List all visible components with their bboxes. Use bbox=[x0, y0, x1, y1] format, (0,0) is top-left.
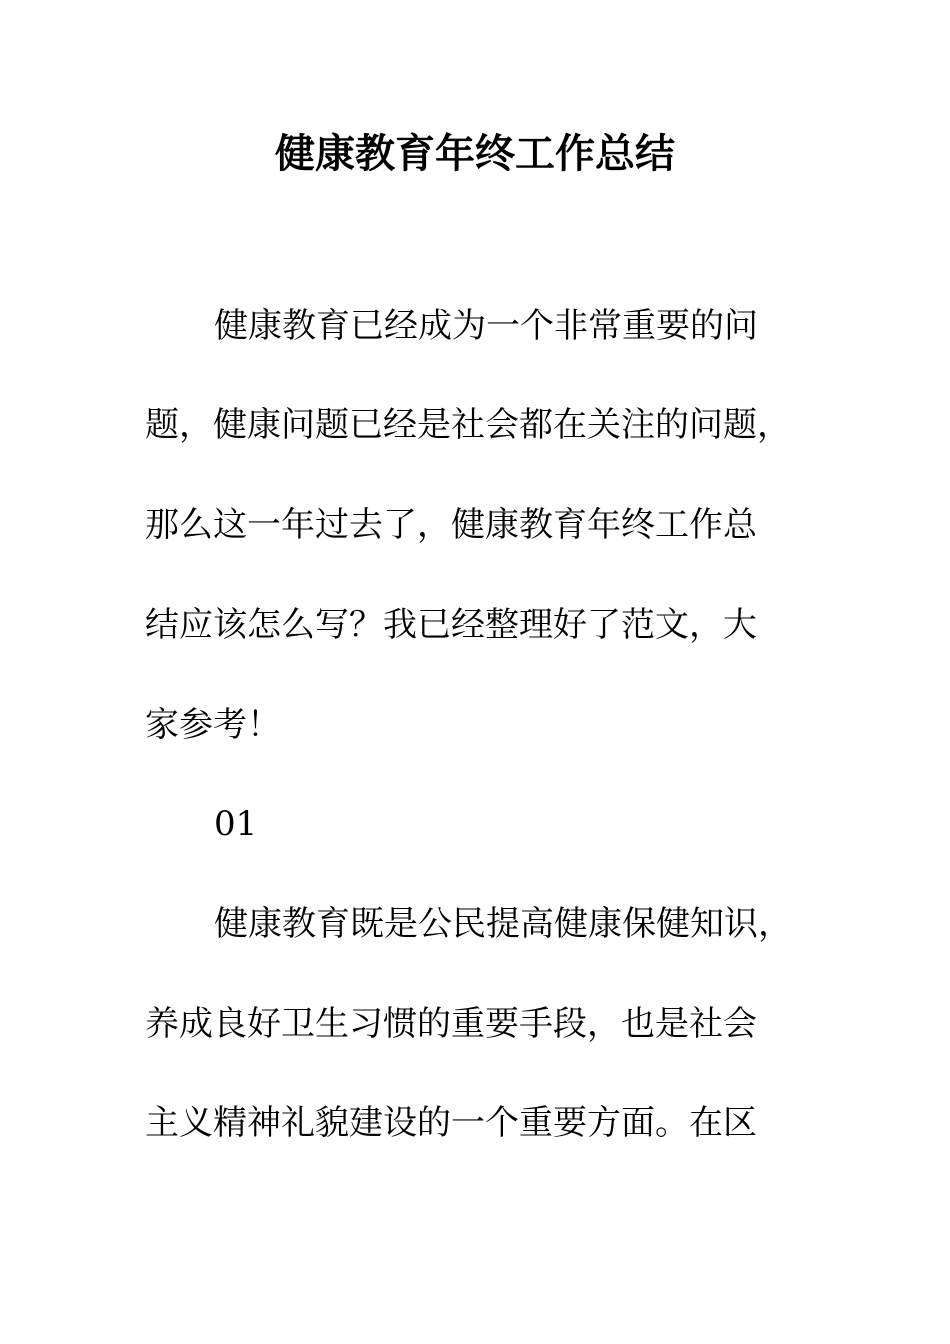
paragraph-line: 那么这一年过去了，健康教育年终工作总 bbox=[145, 505, 757, 545]
paragraph-line: 养成良好卫生习惯的重要手段，也是社会 bbox=[145, 1004, 757, 1044]
paragraph-line: 家参考！ bbox=[145, 705, 281, 745]
paragraph-line: 主义精神礼貌建设的一个重要方面。在区 bbox=[145, 1103, 757, 1143]
paragraph-line: 结应该怎么写？我已经整理好了范文，大 bbox=[145, 605, 757, 645]
paragraph-line: 健康教育既是公民提高健康保健知识， bbox=[214, 904, 792, 944]
section-number: 01 bbox=[214, 804, 258, 844]
paragraph-line: 健康教育已经成为一个非常重要的问 bbox=[214, 306, 758, 346]
paragraph-line: 题，健康问题已经是社会都在关注的问题， bbox=[145, 405, 791, 445]
document-title: 健康教育年终工作总结 bbox=[275, 130, 675, 177]
